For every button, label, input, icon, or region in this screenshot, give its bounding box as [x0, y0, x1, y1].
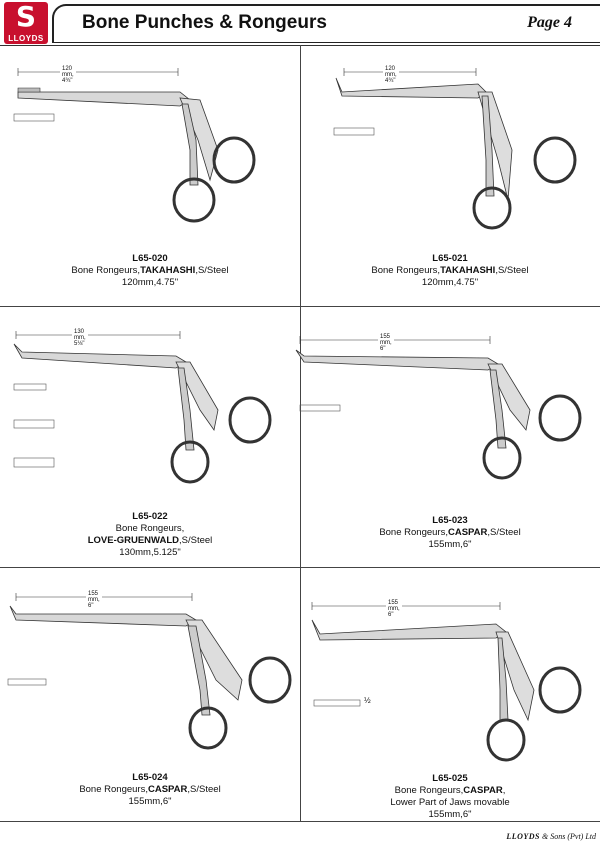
footer-rest: & Sons (Pvt) Ltd [540, 832, 596, 841]
product-note: Lower Part of Jaws movable [390, 797, 510, 808]
product-material: ,S/Steel [187, 784, 221, 795]
product-desc: Bone Rongeurs, [394, 785, 464, 796]
product-code: L65-023 [432, 515, 468, 526]
product-desc: Bone Rongeurs, [79, 784, 148, 795]
product-size: 120mm,4.75" [121, 277, 179, 288]
product-brand: TAKAHASHI [440, 265, 496, 276]
product-size: 155mm,6" [428, 809, 472, 820]
product-material: ,S/Steel [495, 265, 529, 276]
dimension-label: 130 mm, 5⅛" [74, 329, 86, 347]
logo-initial: S [15, 2, 37, 33]
dimension-label: 155 mm, 6" [88, 591, 100, 609]
product-desc: Bone Rongeurs, [379, 527, 448, 538]
dimension-label: 120 mm, 4¾" [385, 66, 397, 84]
row-divider [0, 821, 600, 822]
logo-text: LLOYDS [8, 34, 44, 43]
product-size: 120mm,4.75" [421, 277, 479, 288]
product-material: ,S/Steel [195, 265, 229, 276]
footer-brand: LLOYDS [506, 832, 540, 841]
product-code: L65-022 [132, 511, 168, 522]
product-material: ,S/Steel [487, 527, 521, 538]
dimension-label: 155 mm, 6" [388, 600, 400, 618]
dimension-label: 120 mm, 4¾" [62, 66, 74, 84]
product-brand: CASPAR [447, 527, 488, 538]
product-code: L65-025 [432, 773, 468, 784]
product-brand: LOVE-GRUENWALD [87, 535, 180, 546]
product-size: 155mm,6" [128, 796, 172, 807]
product-material: , [502, 785, 506, 796]
product-size: 130mm,5.125" [119, 547, 181, 558]
product-code: L65-020 [132, 253, 168, 264]
product-brand: CASPAR [463, 785, 503, 796]
product-desc: Bone Rongeurs, [115, 523, 185, 534]
tip-note: ½ [364, 696, 371, 705]
product-desc: Bone Rongeurs, [371, 265, 441, 276]
page-title: Bone Punches & Rongeurs [82, 12, 327, 33]
product-code: L65-024 [132, 772, 168, 783]
product-brand: CASPAR [147, 784, 188, 795]
product-size: 155mm,6" [428, 539, 472, 550]
dimension-label: 155 mm, 6" [380, 334, 392, 352]
product-brand: TAKAHASHI [140, 265, 196, 276]
page-number: Page 4 [527, 14, 572, 31]
footer-company [506, 832, 596, 841]
product-material: ,S/Steel [179, 535, 213, 546]
product-desc: Bone Rongeurs, [71, 265, 141, 276]
product-label [340, 773, 560, 821]
product-code: L65-021 [432, 253, 468, 264]
